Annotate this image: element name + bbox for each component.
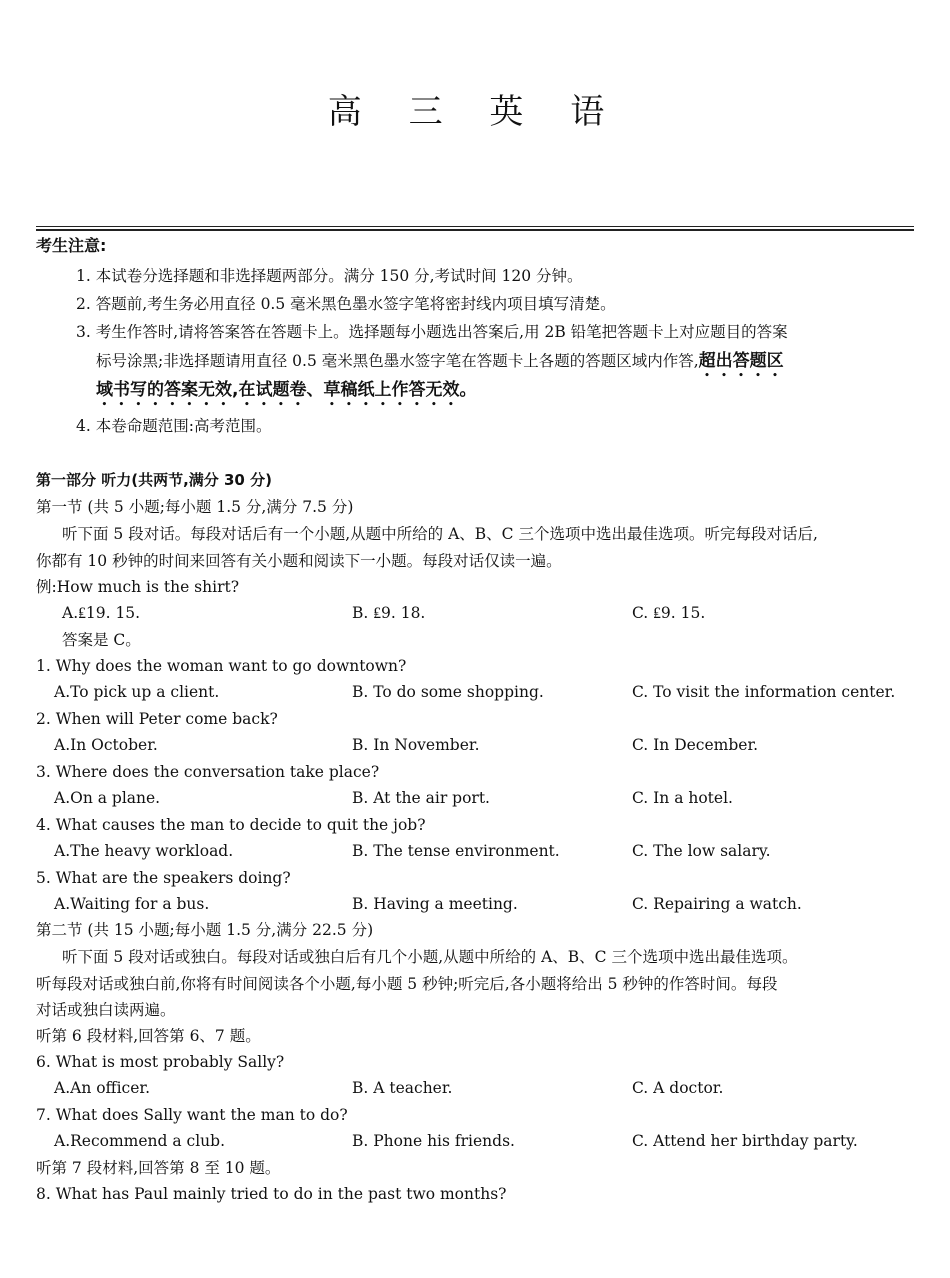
question-4-option-c: C. The low salary. — [632, 842, 771, 860]
example-question: 例:How much is the shirt? — [36, 578, 240, 596]
question-2-option-a: A.In October. — [54, 736, 158, 754]
example-option-b: B. ₤9. 18. — [352, 604, 426, 622]
header-rule — [36, 226, 914, 227]
question-3-option-a: A.On a plane. — [54, 789, 161, 807]
question-4-option-a: A.The heavy workload. — [54, 842, 234, 860]
question-6-option-a: A.An officer. — [54, 1079, 151, 1097]
question-3: 3. Where does the conversation take place? — [36, 763, 380, 781]
question-8: 8. What has Paul mainly tried to do in the past two months? — [36, 1185, 507, 1203]
question-4-option-b: B. The tense environment. — [352, 842, 560, 860]
part1-heading: 第一部分 听力(共两节,满分 30 分) — [36, 471, 272, 489]
notice-item-3b-text: 标号涂黑;非选择题请用直径 0.5 毫米黑色墨水签字笔在答题卡上各题的答题区域内作答, — [96, 352, 699, 370]
section2-instruction-c: 对话或独白读两遍。 — [36, 1001, 176, 1019]
section2-instruction-b: 听每段对话或独白前,你将有时间阅读各个小题,每小题 5 秒钟;听完后,各小题将给出 5 秒钟的作答时间。每段 — [36, 975, 778, 993]
question-6-option-c: C. A doctor. — [632, 1079, 724, 1097]
material-7-heading: 听第 7 段材料,回答第 8 至 10 题。 — [36, 1159, 281, 1177]
page-title: 高 三 英 语 — [327, 92, 623, 132]
question-7-option-a: A.Recommend a club. — [54, 1132, 226, 1150]
section1-instruction-a: 听下面 5 段对话。每段对话后有一个小题,从题中所给的 A、B、C 三个选项中选出最佳选项。听完每段对话后, — [62, 525, 818, 543]
example-option-a: A.₤19. 15. — [62, 604, 141, 622]
question-1-option-b: B. To do some shopping. — [352, 683, 544, 701]
example-option-c: C. ₤9. 15. — [632, 604, 706, 622]
notice-item-3c-emphasis: 域书写的答案无效,在试题卷、草稿纸上作答无效。 — [96, 380, 477, 400]
question-3-option-b: B. At the air port. — [352, 789, 490, 807]
question-5-option-c: C. Repairing a watch. — [632, 895, 802, 913]
question-7-option-c: C. Attend her birthday party. — [632, 1132, 858, 1150]
question-3-option-c: C. In a hotel. — [632, 789, 733, 807]
question-7-option-b: B. Phone his friends. — [352, 1132, 515, 1150]
header-rule-thick — [36, 229, 914, 231]
notice-item-1: 1. 本试卷分选择题和非选择题两部分。满分 150 分,考试时间 120 分钟。 — [76, 267, 583, 285]
question-5-option-a: A.Waiting for a bus. — [54, 895, 210, 913]
question-2-option-b: B. In November. — [352, 736, 480, 754]
question-6: 6. What is most probably Sally? — [36, 1053, 285, 1071]
section2-heading: 第二节 (共 15 小题;每小题 1.5 分,满分 22.5 分) — [36, 921, 374, 939]
question-1-option-a: A.To pick up a client. — [54, 683, 220, 701]
notice-item-3b-emphasis: 超出答题区 — [698, 351, 784, 371]
material-6-heading: 听第 6 段材料,回答第 6、7 题。 — [36, 1027, 261, 1045]
question-1: 1. Why does the woman want to go downtown? — [36, 657, 407, 675]
notice-item-4: 4. 本卷命题范围:高考范围。 — [76, 417, 272, 435]
question-1-option-c: C. To visit the information center. — [632, 683, 896, 701]
question-4: 4. What causes the man to decide to quit the job? — [36, 816, 426, 834]
notice-item-2: 2. 答题前,考生务必用直径 0.5 毫米黑色墨水签字笔将密封线内项目填写清楚。 — [76, 295, 616, 313]
example-answer: 答案是 C。 — [62, 631, 141, 649]
question-5: 5. What are the speakers doing? — [36, 869, 291, 887]
question-6-option-b: B. A teacher. — [352, 1079, 453, 1097]
question-7: 7. What does Sally want the man to do? — [36, 1106, 348, 1124]
section1-heading: 第一节 (共 5 小题;每小题 1.5 分,满分 7.5 分) — [36, 498, 354, 516]
question-2: 2. When will Peter come back? — [36, 710, 278, 728]
question-2-option-c: C. In December. — [632, 736, 759, 754]
notice-heading: 考生注意: — [36, 236, 107, 255]
notice-item-3b — [96, 351, 784, 381]
notice-item-3a: 3. 考生作答时,请将答案答在答题卡上。选择题每小题选出答案后,用 2B 铅笔把答题卡上对应题目的答案 — [76, 323, 788, 341]
question-5-option-b: B. Having a meeting. — [352, 895, 518, 913]
section1-instruction-b: 你都有 10 秒钟的时间来回答有关小题和阅读下一小题。每段对话仅读一遍。 — [36, 552, 562, 570]
section2-instruction-a: 听下面 5 段对话或独白。每段对话或独白后有几个小题,从题中所给的 A、B、C 三个选项中选出最佳选项。 — [62, 948, 798, 966]
